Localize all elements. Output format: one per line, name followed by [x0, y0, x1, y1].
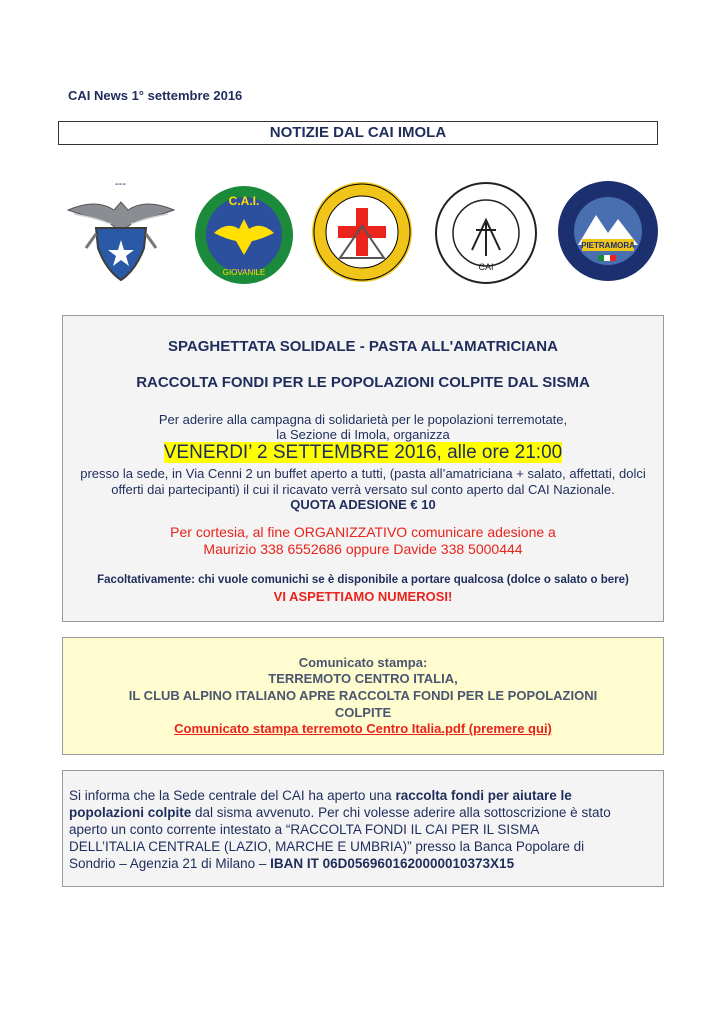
event-date-text: VENERDI’ 2 SETTEMBRE 2016, alle ore 21:00	[163, 442, 563, 463]
svg-text:GIOVANILE: GIOVANILE	[222, 268, 266, 277]
event-optional-note: Facoltativamente: chi vuole comunichi se è disponibile a portare qualcosa (dolce o salato o bere)	[97, 574, 629, 586]
iban-code: IBAN IT 06D0569601620000010373X15	[270, 856, 515, 871]
fund-panel	[62, 770, 664, 887]
event-contact-2: Maurizio 338 6552686 oppure Davide 338 5000444	[203, 541, 523, 557]
page-title: NOTIZIE DAL CAI IMOLA	[58, 121, 658, 145]
press-link-row	[63, 721, 663, 736]
svg-text:CAI: CAI	[478, 262, 494, 272]
fund-text	[69, 787, 659, 872]
alpinismo-giovanile-logo	[192, 183, 296, 287]
event-subtitle: RACCOLTA FONDI PER LE POPOLAZIONI COLPITE DAL SISMA	[136, 374, 590, 391]
event-panel	[62, 315, 664, 622]
fund-line-3: aperto un conto corrente intestato a “RACCOLTA FONDI IL CAI PER IL SISMA	[69, 822, 540, 837]
press-line-3: COLPITE	[334, 705, 392, 720]
event-title: SPAGHETTATA SOLIDALE - PASTA ALL'AMATRICIANA	[168, 338, 558, 355]
press-release-link[interactable]: Comunicato stampa terremoto Centro Italia.pdf (premere qui)	[174, 721, 552, 736]
svg-text:PIETRAMORA: PIETRAMORA	[581, 241, 635, 250]
press-line-2: IL CLUB ALPINO ITALIANO APRE RACCOLTA FONDI PER LE POPOLAZIONI	[128, 688, 598, 703]
press-line-1: TERREMOTO CENTRO ITALIA,	[268, 671, 458, 686]
scuola-pietramora-logo	[556, 179, 660, 283]
svg-text:C.A.I.: C.A.I.	[228, 194, 260, 208]
press-label: Comunicato stampa:	[298, 655, 428, 670]
separator-dashes: ---	[115, 178, 126, 190]
fund-line-5: Sondrio – Agenzia 21 di Milano – IBAN IT 06D0569601620000010373X15	[69, 856, 515, 871]
event-quota: QUOTA ADESIONE € 10	[290, 497, 436, 512]
cai-eagle-logo	[66, 188, 176, 283]
event-desc-2: offerti dai partecipanti) il cui il ricavato verrà versato sul conto aperto dal CAI Nazionale.	[111, 482, 615, 497]
event-intro-1: Per aderire alla campagna di solidarietà per le popolazioni terremotate,	[158, 412, 568, 427]
event-date-highlight	[63, 442, 663, 464]
news-date: CAI News 1° settembre 2016	[68, 88, 243, 103]
event-intro-2: la Sezione di Imola, organizza	[276, 427, 450, 442]
ronda-speleologica-logo	[432, 180, 540, 286]
event-closing: VI ASPETTIAMO NUMEROSI!	[273, 589, 453, 604]
fund-line-2: popolazioni colpite dal sisma avvenuto. Per chi volesse aderire alla sottoscrizione è stato	[69, 805, 611, 820]
event-desc-1: presso la sede, in Via Cenni 2 un buffet aperto a tutti, (pasta all’amatriciana + salato, affettati, dolci	[80, 466, 646, 481]
event-contact-1: Per cortesia, al fine ORGANIZZATIVO comunicare adesione a	[170, 524, 556, 540]
fund-line-1: Si informa che la Sede centrale del CAI ha aperto una raccolta fondi per aiutare le	[69, 788, 572, 803]
fund-line-4: DELL’ITALIA CENTRALE (LAZIO, MARCHE E UMBRIA)” presso la Banca Popolare di	[69, 839, 585, 854]
press-panel	[62, 637, 664, 755]
soccorso-alpino-logo	[310, 180, 414, 284]
